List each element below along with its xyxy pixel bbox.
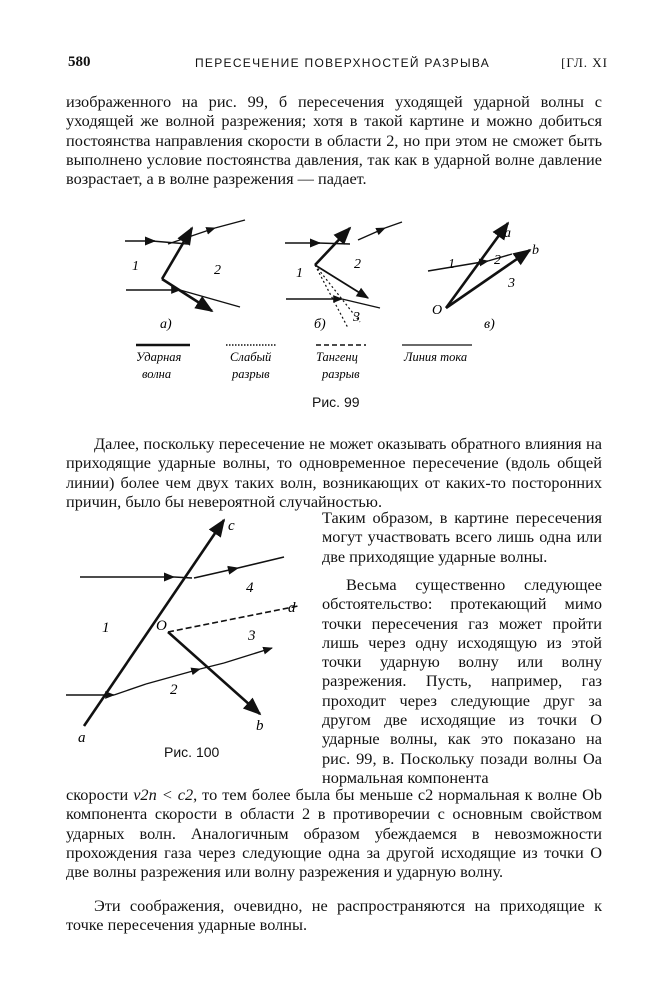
page-header xyxy=(68,54,608,74)
fig99-c-region-2: 2 xyxy=(494,253,501,268)
legend-weak-1: Слабый xyxy=(230,350,272,364)
fig100-region-1: 1 xyxy=(102,620,110,636)
fig99-b-region-1: 1 xyxy=(296,266,303,281)
fig100-label-a: a xyxy=(78,730,86,746)
running-title: ПЕРЕСЕЧЕНИЕ ПОВЕРХНОСТЕЙ РАЗРЫВА xyxy=(195,56,491,70)
paragraph-3-wrap: Весьма существенно следующее обстоятельство: протекающий мимо точки пересечения газ может пройти лишь через одну исходящую из этой точки ударную волну или волну разрежения. Пусть, например, газ проходит через следующие друг за другом две исходящие из точки O ударные волны, как это показано на рис. 99, в. Поскольку позади волны Oa нормальная компонента xyxy=(322,575,602,787)
legend-shock-2: волна xyxy=(142,367,172,381)
fig100-region-3: 3 xyxy=(248,628,256,644)
fig99-panel-c xyxy=(428,223,539,332)
legend-streamline-1: Линия тока xyxy=(404,350,468,364)
fig99-panel-label-b: б) xyxy=(314,317,326,332)
fig99-panel-a xyxy=(125,220,245,332)
fig99-c-label-a: a xyxy=(504,226,511,241)
fig99-panel-label-c: в) xyxy=(484,317,495,332)
fig100-label-d: d xyxy=(288,600,296,616)
figure-100 xyxy=(62,508,312,744)
figure-100-caption: Рис. 100 xyxy=(164,744,220,760)
paragraph-3-cont xyxy=(66,785,602,881)
fig99-c-region-1: 1 xyxy=(448,257,455,272)
fig100-label-b: b xyxy=(256,718,264,734)
fig99-c-label-b: b xyxy=(532,243,539,258)
legend-weak-2: разрыв xyxy=(232,367,270,381)
figure-99-caption: Рис. 99 xyxy=(312,394,360,410)
paragraph-4: Эти соображения, очевидно, не распространяются на приходящие к точке пересечения ударные волны. xyxy=(66,896,602,935)
fig99-legend xyxy=(130,340,480,388)
fig100-label-c: c xyxy=(228,518,235,534)
fig100-region-2: 2 xyxy=(170,682,178,698)
paragraph-3-cont-part1: скорости xyxy=(66,785,134,804)
fig99-a-region-2: 2 xyxy=(214,263,221,278)
fig99-c-label-O: O xyxy=(432,303,443,318)
paragraph-1: изображенного на рис. 99, б пересечения уходящей ударной волны с уходящей же волной разрежения; хотя в такой картине и можно добиться постоянства направления скорости в области 2, но при этом не сможет быть выполнено условие постоянства давления, так как в ударной волне давление возрастает, а в волне разрежения — падает. xyxy=(66,92,602,189)
paragraph-2: Далее, поскольку пересечение не может оказывать обратного влияния на приходящие ударные волны, то одновременное пересечение (вдоль общей линии) более чем двух таких волн, возникающих от каких-то посторонних причин, было бы невероятной случайностью. xyxy=(66,434,602,511)
fig99-a-region-1: 1 xyxy=(132,259,139,274)
fig99-panel-label-a: а) xyxy=(160,317,172,332)
legend-tangential-2: разрыв xyxy=(322,367,360,381)
fig100-label-O: O xyxy=(156,618,167,634)
fig99-b-region-3: 3 xyxy=(353,310,360,325)
page-number: 580 xyxy=(68,54,91,70)
paragraph-3-cont-part2: , то тем более была бы меньше c2 нормальная к волне Ob компонента скорости в области 2 в противоречии с основным свойством ударных волн. Аналогичным образом убеждаемся в невозможности прохождения газа через следующие одна за другой исходящие из точки O две волны разрежения или волну разрежения и ударную волну. xyxy=(66,785,602,882)
fig99-c-region-3: 3 xyxy=(508,276,515,291)
fig99-panel-b xyxy=(285,222,402,332)
fig99-b-region-2: 2 xyxy=(354,257,361,272)
paragraph-2-wrap: Таким образом, в картине пересечения могут участвовать всего лишь одна или две приходящие ударные волны. xyxy=(322,508,602,566)
legend-shock-1: Ударная xyxy=(136,350,182,364)
velocity-inequality: v2n < c2 xyxy=(133,785,194,804)
fig100-region-4: 4 xyxy=(246,580,254,596)
legend-tangential-1: Тангенц xyxy=(316,350,358,364)
chapter-ref: [ГЛ. XI xyxy=(561,55,608,70)
